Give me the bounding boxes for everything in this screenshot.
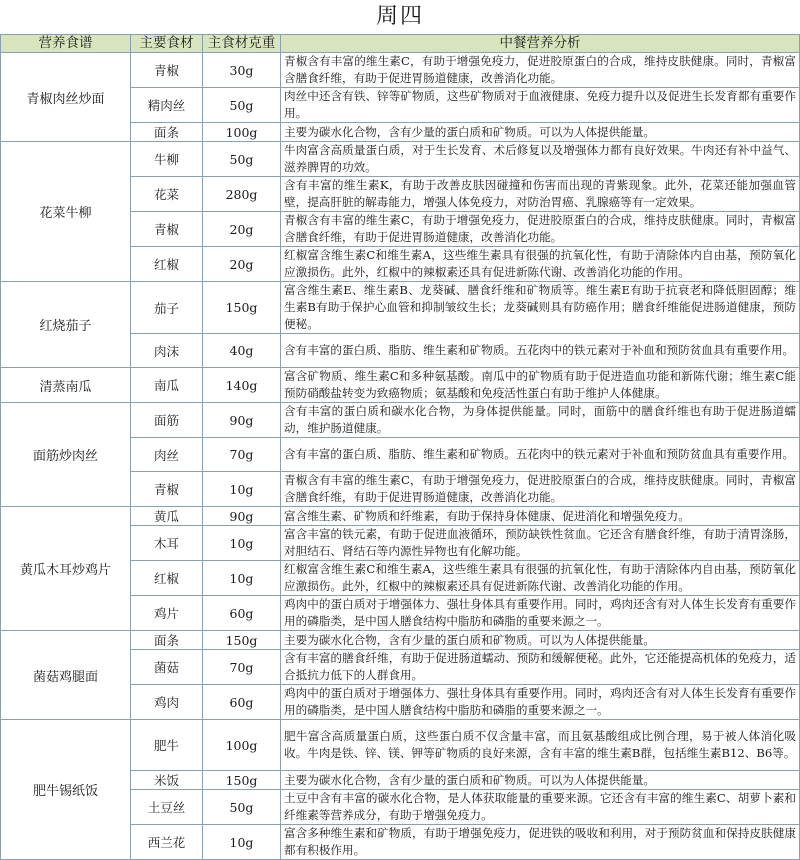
weight-cell: 100g [203, 720, 281, 771]
ingredient-cell: 土豆丝 [131, 790, 203, 825]
dish-name: 肥牛锡纸饭 [1, 720, 131, 860]
table-row [1, 403, 800, 438]
ingredient-cell: 面筋 [131, 403, 203, 438]
weight-cell: 20g [203, 212, 281, 247]
weight-cell: 90g [203, 403, 281, 438]
table-row [1, 142, 800, 177]
ingredient-cell: 面条 [131, 123, 203, 142]
table-row [1, 282, 800, 334]
weight-cell: 70g [203, 650, 281, 685]
weight-cell: 50g [203, 88, 281, 123]
header-ingredient: 主要食材 [131, 35, 203, 53]
analysis-cell: 含有丰富的蛋白质和碳水化合物，为身体提供能量。同时，面筋中的膳食纤维也有助于促进肠道蠕动，维护肠道健康。 [281, 403, 800, 438]
weight-cell: 90g [203, 507, 281, 526]
analysis-cell: 鸡肉中的蛋白质对于增强体力、强壮身体具有重要作用。同时，鸡肉还含有对人体生长发育有重要作用的磷脂类，是中国人膳食结构中脂肪和磷脂的重要来源之一。 [281, 685, 800, 720]
ingredient-cell: 青椒 [131, 212, 203, 247]
ingredient-cell: 西兰花 [131, 825, 203, 860]
dish-name: 面筋炒肉丝 [1, 403, 131, 507]
analysis-cell: 青椒含有丰富的维生素C，有助于增强免疫力，促进胶原蛋白的合成，维持皮肤健康。同时，青椒富含膳食纤维，有助于促进胃肠道健康，改善消化功能。 [281, 212, 800, 247]
dish-name: 菌菇鸡腿面 [1, 631, 131, 720]
ingredient-cell: 菌菇 [131, 650, 203, 685]
dish-name: 红烧茄子 [1, 282, 131, 368]
ingredient-cell: 木耳 [131, 526, 203, 561]
weight-cell: 150g [203, 631, 281, 650]
weight-cell: 50g [203, 142, 281, 177]
ingredient-cell: 面条 [131, 631, 203, 650]
weight-cell: 40g [203, 334, 281, 368]
weight-cell: 150g [203, 771, 281, 790]
ingredient-cell: 红椒 [131, 247, 203, 282]
ingredient-cell: 黄瓜 [131, 507, 203, 526]
weight-cell: 140g [203, 368, 281, 403]
analysis-cell: 主要为碳水化合物，含有少量的蛋白质和矿物质。可以为人体提供能量。 [281, 771, 800, 790]
analysis-cell: 主要为碳水化合物，含有少量的蛋白质和矿物质。可以为人体提供能量。 [281, 123, 800, 142]
weight-cell: 30g [203, 53, 281, 88]
weight-cell: 20g [203, 247, 281, 282]
ingredient-cell: 南瓜 [131, 368, 203, 403]
weight-cell: 10g [203, 526, 281, 561]
dish-name: 花菜牛柳 [1, 142, 131, 282]
analysis-cell: 青椒含有丰富的维生素C，有助于增强免疫力，促进胶原蛋白的合成，维持皮肤健康。同时，青椒富含膳食纤维，有助于促进胃肠道健康，改善消化功能。 [281, 472, 800, 507]
page-title: 周四 [375, 4, 424, 29]
weight-cell: 10g [203, 561, 281, 596]
header-weight: 主食材克重 [203, 35, 281, 53]
analysis-cell: 牛肉富含高质量蛋白质，对于生长发育、术后修复以及增强体力都有良好效果。牛肉还有补中益气、滋养脾胃的功效。 [281, 142, 800, 177]
ingredient-cell: 青椒 [131, 53, 203, 88]
ingredient-cell: 米饭 [131, 771, 203, 790]
analysis-cell: 含有丰富的蛋白质、脂肪、维生素和矿物质。五花肉中的铁元素对于补血和预防贫血具有重要作用。 [281, 334, 800, 368]
header-row [1, 35, 800, 53]
table-row [1, 720, 800, 771]
table-row [1, 631, 800, 650]
weight-cell: 60g [203, 596, 281, 631]
table-body [1, 53, 800, 860]
weight-cell: 100g [203, 123, 281, 142]
ingredient-cell: 牛柳 [131, 142, 203, 177]
analysis-cell: 青椒含有丰富的维生素C，有助于增强免疫力，促进胶原蛋白的合成，维持皮肤健康。同时，青椒富含膳食纤维，有助于促进胃肠道健康，改善消化功能。 [281, 53, 800, 88]
analysis-cell: 富含多种维生素和矿物质，有助于增强免疫力，促进铁的吸收和利用，对于预防贫血和保持皮肤健康都有积极作用。 [281, 825, 800, 860]
table-row [1, 507, 800, 526]
dish-name: 黄瓜木耳炒鸡片 [1, 507, 131, 631]
analysis-cell: 鸡肉中的蛋白质对于增强体力、强壮身体具有重要作用。同时，鸡肉还含有对人体生长发育有重要作用的磷脂类，是中国人膳食结构中脂肪和磷脂的重要来源之一。 [281, 596, 800, 631]
weight-cell: 70g [203, 438, 281, 472]
analysis-cell: 红椒富含维生素C和维生素A，这些维生素具有很强的抗氧化性，有助于清除体内自由基，预防氧化应激损伤。此外，红椒中的辣椒素还具有促进新陈代谢、改善消化功能的作用。 [281, 247, 800, 282]
analysis-cell: 肉丝中还含有铁、锌等矿物质，这些矿物质对于血液健康、免疫力提升以及促进生长发育都有重要作用。 [281, 88, 800, 123]
ingredient-cell: 鸡片 [131, 596, 203, 631]
weight-cell: 10g [203, 825, 281, 860]
ingredient-cell: 精肉丝 [131, 88, 203, 123]
weight-cell: 10g [203, 472, 281, 507]
analysis-cell: 含有丰富的维生素K，有助于改善皮肤因碰撞和伤害而出现的青紫现象。此外，花菜还能加强血管壁，提高肝脏的解毒能力，增强人体免疫力，对防治胃癌、乳腺癌等有一定效果。 [281, 177, 800, 212]
analysis-cell: 红椒富含维生素C和维生素A，这些维生素具有很强的抗氧化性，有助于清除体内自由基，预防氧化应激损伤。此外，红椒中的辣椒素还具有促进新陈代谢、改善消化功能的作用。 [281, 561, 800, 596]
analysis-cell: 含有丰富的膳食纤维，有助于促进肠道蠕动、预防和缓解便秘。此外，它还能提高机体的免疫力，适合抵抗力低下的人群食用。 [281, 650, 800, 685]
analysis-cell: 富含维生素E、维生素B、龙葵碱、膳食纤维和矿物质等。维生素E有助于抗衰老和降低胆固醇；维生素B有助于保护心血管和抑制皱纹生长；龙葵碱则具有防癌作用；膳食纤维能促进肠道健康，预防便秘。 [281, 282, 800, 334]
ingredient-cell: 肉沫 [131, 334, 203, 368]
ingredient-cell: 肉丝 [131, 438, 203, 472]
analysis-cell: 富含丰富的铁元素，有助于促进血液循环，预防缺铁性贫血。它还含有膳食纤维，有助于清胃涤肠，对胆结石、肾结石等内源性异物也有化解功能。 [281, 526, 800, 561]
analysis-cell: 肥牛富含高质量蛋白质，这些蛋白质不仅含量丰富，而且氨基酸组成比例合理，易于被人体消化吸收。牛肉是铁、锌、镁、钾等矿物质的良好来源，含有丰富的维生素B群，包括维生素B12、B6等。 [281, 720, 800, 771]
weight-cell: 60g [203, 685, 281, 720]
ingredient-cell: 青椒 [131, 472, 203, 507]
analysis-cell: 主要为碳水化合物，含有少量的蛋白质和矿物质。可以为人体提供能量。 [281, 631, 800, 650]
ingredient-cell: 茄子 [131, 282, 203, 334]
analysis-cell: 富含矿物质、维生素C和多种氨基酸。南瓜中的矿物质有助于促进造血功能和新陈代谢；维生素C能预防硝酸盐转变为致癌物质；氨基酸和免疫活性蛋白有助于维护人体健康。 [281, 368, 800, 403]
ingredient-cell: 鸡肉 [131, 685, 203, 720]
dish-name: 清蒸南瓜 [1, 368, 131, 403]
analysis-cell: 富含维生素、矿物质和纤维素，有助于保持身体健康、促进消化和增强免疫力。 [281, 507, 800, 526]
header-analysis: 中餐营养分析 [281, 35, 800, 53]
dish-name: 青椒肉丝炒面 [1, 53, 131, 142]
ingredient-cell: 花菜 [131, 177, 203, 212]
weight-cell: 150g [203, 282, 281, 334]
analysis-cell: 土豆中含有丰富的碳水化合物，是人体获取能量的重要来源。它还含有丰富的维生素C、胡萝卜素和纤维素等营养成分，有助于增强免疫力。 [281, 790, 800, 825]
analysis-cell: 含有丰富的蛋白质、脂肪、维生素和矿物质。五花肉中的铁元素对于补血和预防贫血具有重要作用。 [281, 438, 800, 472]
table-row [1, 53, 800, 88]
ingredient-cell: 红椒 [131, 561, 203, 596]
weight-cell: 50g [203, 790, 281, 825]
table-row [1, 368, 800, 403]
ingredient-cell: 肥牛 [131, 720, 203, 771]
header-recipe: 营养食谱 [1, 35, 131, 53]
weight-cell: 280g [203, 177, 281, 212]
nutrition-table [0, 34, 800, 860]
